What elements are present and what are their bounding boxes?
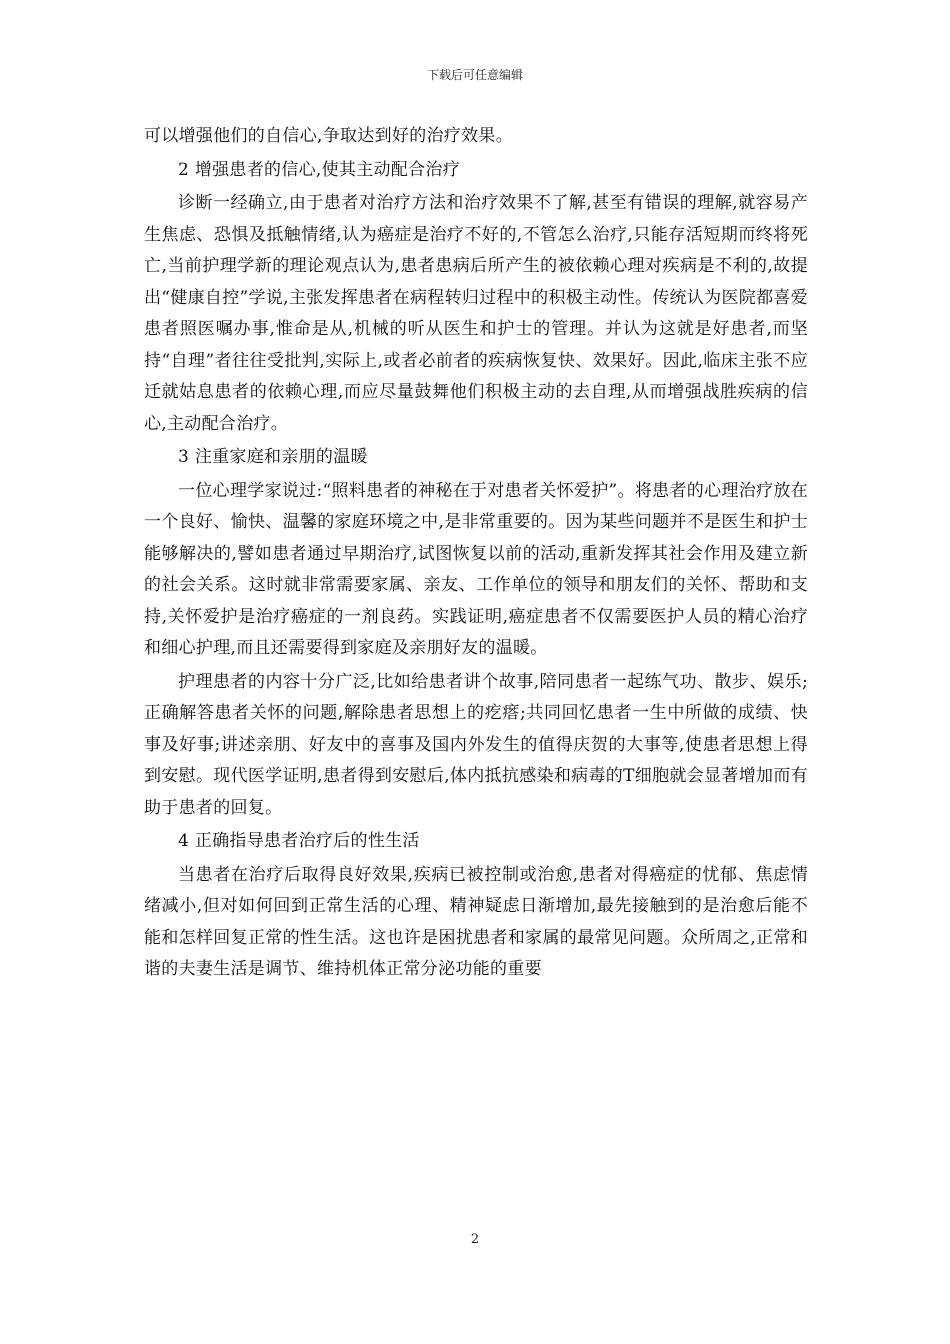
page-number: 2 xyxy=(470,1232,480,1247)
section-heading-4: 4 正确指导患者治疗后的性生活 xyxy=(178,831,420,851)
page-header: 下载后可任意编辑 xyxy=(426,68,523,82)
section-heading-3: 3 注重家庭和亲朋的温暖 xyxy=(178,447,368,467)
paragraph-continuation: 可以增强他们的自信心,争取达到好的治疗效果。 xyxy=(144,126,514,146)
paragraph: 护理患者的内容十分广泛,比如给患者讲个故事,陪同患者一起练气功、散步、娱乐;正确解答患者关怀的问题,解除患者思想上的疙瘩;共同回忆患者一生中所做的成绩、快事及好事;讲述亲朋、好友中的喜事及国内外发生的值得庆贺的大事等,使患者思想上得到安慰。现代医学证明,患者得到安慰后,体内抵抗感染和病毒的T细胞就会显著增加而有助于患者的回复。 xyxy=(144,671,808,818)
document-body xyxy=(144,121,808,988)
paragraph: 诊断一经确立,由于患者对治疗方法和治疗效果不了解,甚至有错误的理解,就容易产生焦虑、恐惧及抵触情绪,认为癌症是治疗不好的,不管怎么治疗,只能存活短期而终将死亡,当前护理学新的理论观点认为,患者患病后所产生的被依赖心理对疾病是不利的,故提出“健康自控”学说,主张发挥患者在病程转归过程中的积极主动性。传统认为医院都喜爱患者照医嘱办事,惟命是从,机械的听从医生和护士的管理。并认为这就是好患者,而坚持“自理”者往往受批判,实际上,或者必前者的疾病恢复快、效果好。因此,临床主张不应迁就姑息患者的依赖心理,而应尽量鼓舞他们积极主动的去自理,从而增强战胜疾病的信心,主动配合治疗。 xyxy=(144,193,808,434)
paragraph: 一位心理学家说过:“照料患者的神秘在于对患者关怀爱护”。将患者的心理治疗放在一个良好、愉快、温馨的家庭环境之中,是非常重要的。因为某些问题并不是医生和护士能够解决的,譬如患者通过早期治疗,试图恢复以前的活动,重新发挥其社会作用及建立新的社会关系。这时就非常需要家属、亲友、工作单位的领导和朋友们的关怀、帮助和支持,关怀爱护是治疗癌症的一剂良药。实践证明,癌症患者不仅需要医护人员的精心治疗和细心护理,而且还需要得到家庭及亲朋好友的温暖。 xyxy=(144,480,808,658)
section-heading-2: 2 增强患者的信心,使其主动配合治疗 xyxy=(178,159,461,180)
paragraph: 当患者在治疗后取得良好效果,疾病已被控制或治愈,患者对得癌症的忧郁、焦虑情绪减小,但对如何回到正常生活的心理、精神疑虑日渐增加,最先接触到的是治愈后能不能和怎样回复正常的性生活。这也许是困扰患者和家属的最常见问题。众所周之,正常和谐的夫妻生活是调节、维持机体正常分泌功能的重要 xyxy=(144,864,808,979)
